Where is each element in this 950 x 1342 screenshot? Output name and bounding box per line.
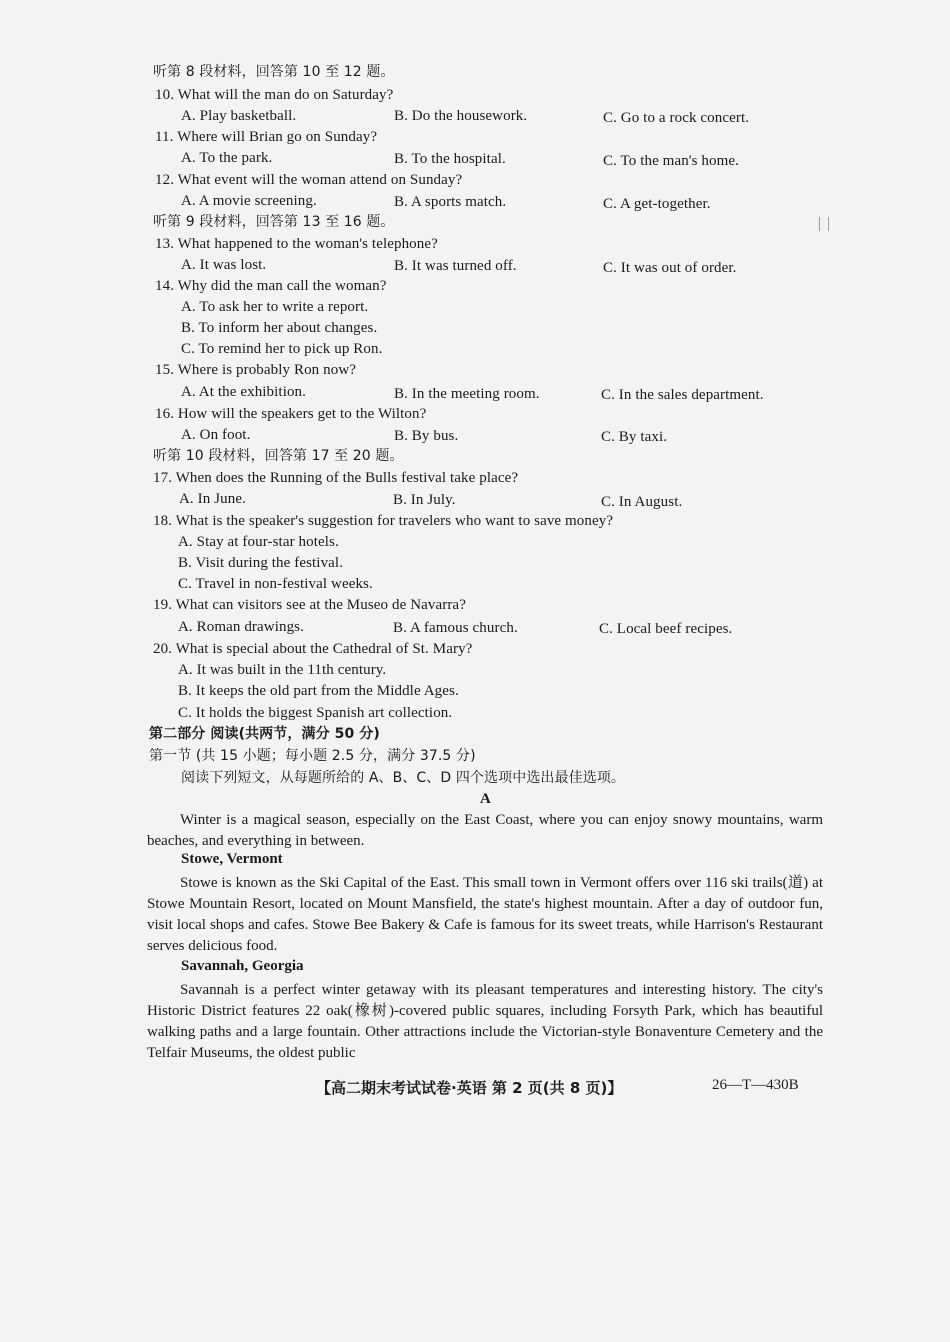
q19-option-c: C. Local beef recipes. — [599, 621, 733, 637]
q19-option-b: B. A famous church. — [393, 620, 518, 636]
q12-option-b: B. A sports match. — [394, 194, 507, 210]
q12-option-c: C. A get-together. — [603, 196, 711, 212]
q18-option-c: C. Travel in non-festival weeks. — [178, 576, 373, 592]
q10-option-b: B. Do the housework. — [394, 108, 528, 124]
q20-question: 20. What is special about the Cathedral of St. Mary? — [153, 641, 473, 657]
savannah-heading: Savannah, Georgia — [181, 958, 304, 974]
q10-question: 10. What will the man do on Saturday? — [155, 87, 394, 103]
q14-option-c: C. To remind her to pick up Ron. — [181, 341, 383, 357]
q15-option-b: B. In the meeting room. — [394, 386, 540, 402]
section9-intro: 听第 9 段材料，回答第 13 至 16 题。 — [153, 214, 395, 230]
q16-option-a: A. On foot. — [181, 427, 251, 443]
q14-option-a: A. To ask her to write a report. — [181, 299, 369, 315]
q16-option-b: B. By bus. — [394, 428, 459, 444]
stowe-text: Stowe is known as the Ski Capital of the East. This small town in Vermont offers over 116 ski trails(道) at Stowe Mountain Resort, located on Mount Mansfield, the state's highest mountain. After a day of outdoor fun, visit local shops and cafes. Stowe Bee Bakery & Cafe is famous for its sweet treats, while Harrison's Restaurant serves delicious food. — [147, 875, 823, 954]
q15-option-c: C. In the sales department. — [601, 387, 764, 403]
q13-option-b: B. It was turned off. — [394, 258, 517, 274]
stowe-heading: Stowe, Vermont — [181, 851, 283, 867]
q17-option-c: C. In August. — [601, 494, 683, 510]
scan-mark — [819, 217, 820, 231]
q17-option-b: B. In July. — [393, 492, 456, 508]
passage-intro-paragraph — [147, 810, 823, 852]
q18-option-b: B. Visit during the festival. — [178, 555, 344, 571]
q11-option-a: A. To the park. — [181, 150, 273, 166]
q10-option-a: A. Play basketball. — [181, 108, 297, 124]
passage-label: A — [480, 791, 491, 807]
q11-option-b: B. To the hospital. — [394, 151, 506, 167]
section10-intro: 听第 10 段材料，回答第 17 至 20 题。 — [153, 448, 404, 464]
q20-option-c: C. It holds the biggest Spanish art collection. — [178, 705, 453, 721]
q20-option-b: B. It keeps the old part from the Middle Ages. — [178, 683, 459, 699]
footer-title: 【高二期末考试试卷·英语 第 2 页(共 8 页)】 — [316, 1079, 623, 1097]
q18-question: 18. What is the speaker's suggestion for travelers who want to save money? — [153, 513, 614, 529]
q14-option-b: B. To inform her about changes. — [181, 320, 378, 336]
part2-instruction: 阅读下列短文，从每题所给的 A、B、C、D 四个选项中选出最佳选项。 — [181, 770, 626, 786]
q12-question: 12. What event will the woman attend on Sunday? — [155, 172, 463, 188]
q13-option-c: C. It was out of order. — [603, 260, 737, 276]
q19-question: 19. What can visitors see at the Museo de Navarra? — [153, 597, 466, 613]
stowe-paragraph — [147, 873, 823, 957]
q11-question: 11. Where will Brian go on Sunday? — [155, 129, 378, 145]
q10-option-c: C. Go to a rock concert. — [603, 110, 750, 126]
scan-mark — [828, 217, 829, 231]
savannah-text: Savannah is a perfect winter getaway with its pleasant temperatures and interesting history. The city's Historic District features 22 oak(橡树)-covered public squares, including Forsyth Park, which has beautiful walking paths and a large fountain. Other attractions include the Victorian-style Bonaventure Cemetery and the Telfair Museums, the oldest public — [147, 982, 823, 1061]
q11-option-c: C. To the man's home. — [603, 153, 739, 169]
q13-option-a: A. It was lost. — [181, 257, 267, 273]
q14-question: 14. Why did the man call the woman? — [155, 278, 387, 294]
savannah-paragraph — [147, 980, 823, 1064]
q20-option-a: A. It was built in the 11th century. — [178, 662, 387, 678]
q15-option-a: A. At the exhibition. — [181, 384, 307, 400]
footer-code: 26—T—430B — [712, 1077, 799, 1093]
q16-option-c: C. By taxi. — [601, 429, 668, 445]
part2-title: 第二部分 阅读(共两节，满分 50 分) — [149, 726, 380, 742]
q16-question: 16. How will the speakers get to the Wilton? — [155, 406, 427, 422]
q18-option-a: A. Stay at four-star hotels. — [178, 534, 339, 550]
q15-question: 15. Where is probably Ron now? — [155, 362, 357, 378]
q13-question: 13. What happened to the woman's telephone? — [155, 236, 438, 252]
section8-intro: 听第 8 段材料，回答第 10 至 12 题。 — [153, 64, 395, 80]
passage-intro-text: Winter is a magical season, especially on the East Coast, where you can enjoy snowy mountains, warm beaches, and everything in between. — [147, 812, 823, 849]
q17-question: 17. When does the Running of the Bulls festival take place? — [153, 470, 519, 486]
part2-section1: 第一节 (共 15 小题；每小题 2.5 分，满分 37.5 分) — [149, 748, 476, 764]
q17-option-a: A. In June. — [179, 491, 246, 507]
q12-option-a: A. A movie screening. — [181, 193, 317, 209]
q19-option-a: A. Roman drawings. — [178, 619, 304, 635]
